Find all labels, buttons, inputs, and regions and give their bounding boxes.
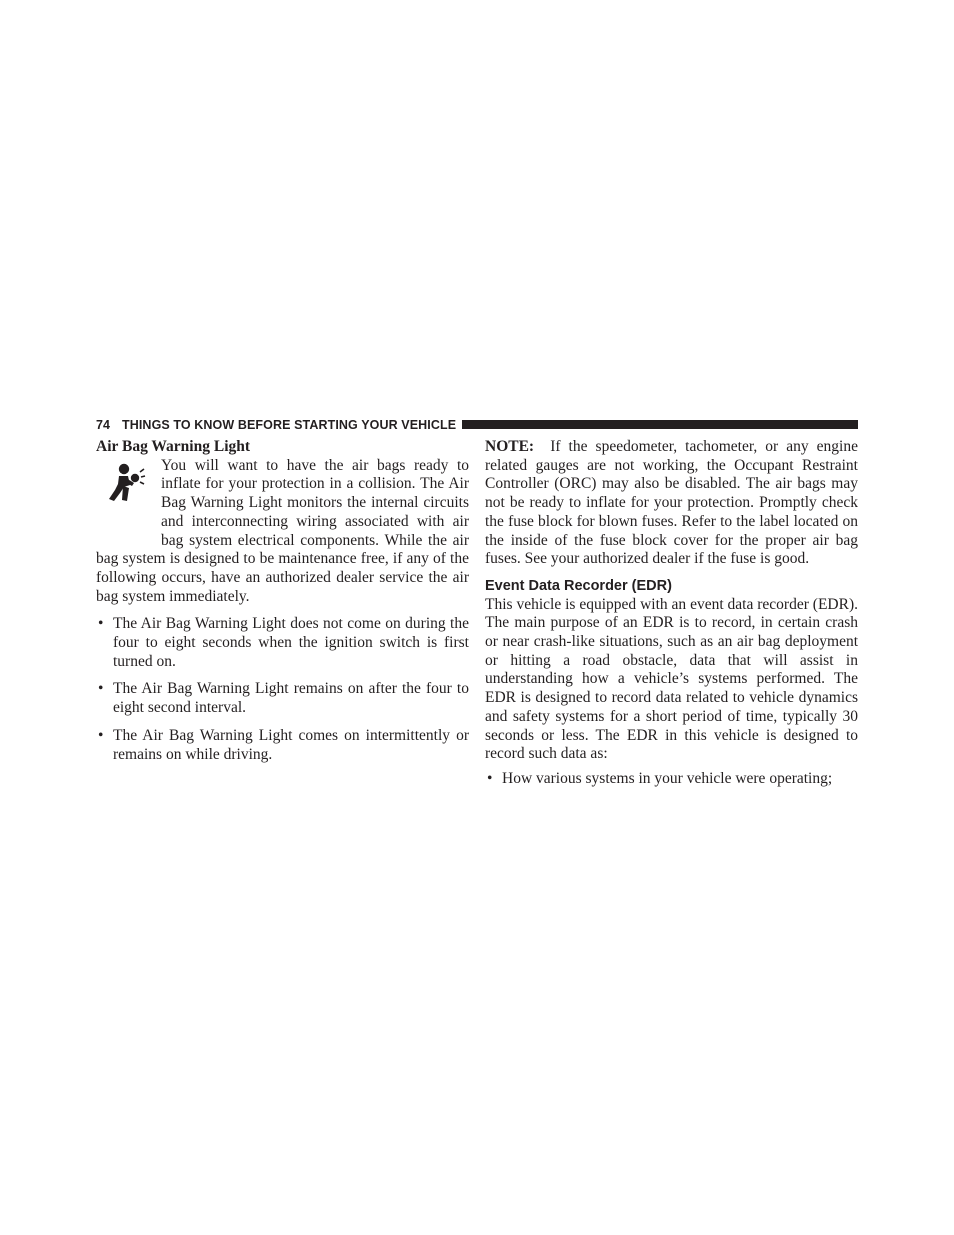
- section-title: THINGS TO KNOW BEFORE STARTING YOUR VEHICLE: [122, 418, 457, 432]
- note-paragraph: [485, 438, 858, 569]
- left-column: [96, 438, 469, 773]
- edr-paragraph: This vehicle is equipped with an event data recorder (EDR). The main purpose of an EDR is to record, in certain crash or near crash-like situations, such as an air bag deployment or hitting a road obstacle, data that will assist in understanding how a vehicle’s systems performed. The EDR is designed to record data related to vehicle dynamics and safety systems for a short period of time, typically 30 seconds or less. The EDR in this vehicle is designed to record such data as:: [485, 595, 858, 763]
- list-item: • The Air Bag Warning Light remains on after the four to eight second interval.: [98, 680, 469, 717]
- airbag-intro-paragraph: You will want to have the air bags ready to inflate for your protection in a collision. The Air Bag Warning Light monitors the internal circuits and interconnecting wiring associated with air bag system electrical components. While the air bag system is designed to be maintenance free, if any of the following occurs, have an authorized dealer service the air bag system immediately.: [96, 456, 469, 605]
- edr-heading: Event Data Recorder (EDR): [485, 577, 672, 594]
- edr-bullet-list: [485, 770, 858, 789]
- list-item: • The Air Bag Warning Light does not come on during the four to eight seconds when the ignition switch is first turned on.: [98, 615, 469, 670]
- list-item: • The Air Bag Warning Light comes on intermittently or remains on while driving.: [98, 726, 469, 763]
- header-rule-bar: [462, 420, 858, 429]
- note-label: NOTE:: [485, 438, 535, 455]
- list-item: • How various systems in your vehicle were operating;: [487, 769, 833, 787]
- page-number: 74: [96, 418, 111, 432]
- airbag-warning-icon: [96, 457, 161, 532]
- page-header: [96, 416, 858, 434]
- right-column: [485, 438, 858, 798]
- note-text: If the speedometer, tachometer, or any engine related gauges are not working, the Occupant Restraint Controller (ORC) may also be disabled. The air bags may not be ready to inflate for your protection. Promptly check the fuse block for blown fuses. Refer to the label located on the inside of the fuse block cover for the proper air bag fuses. See your authorized dealer if the fuse is good.: [485, 438, 858, 568]
- airbag-bullet-list: [96, 615, 469, 764]
- airbag-heading: Air Bag Warning Light: [96, 438, 251, 455]
